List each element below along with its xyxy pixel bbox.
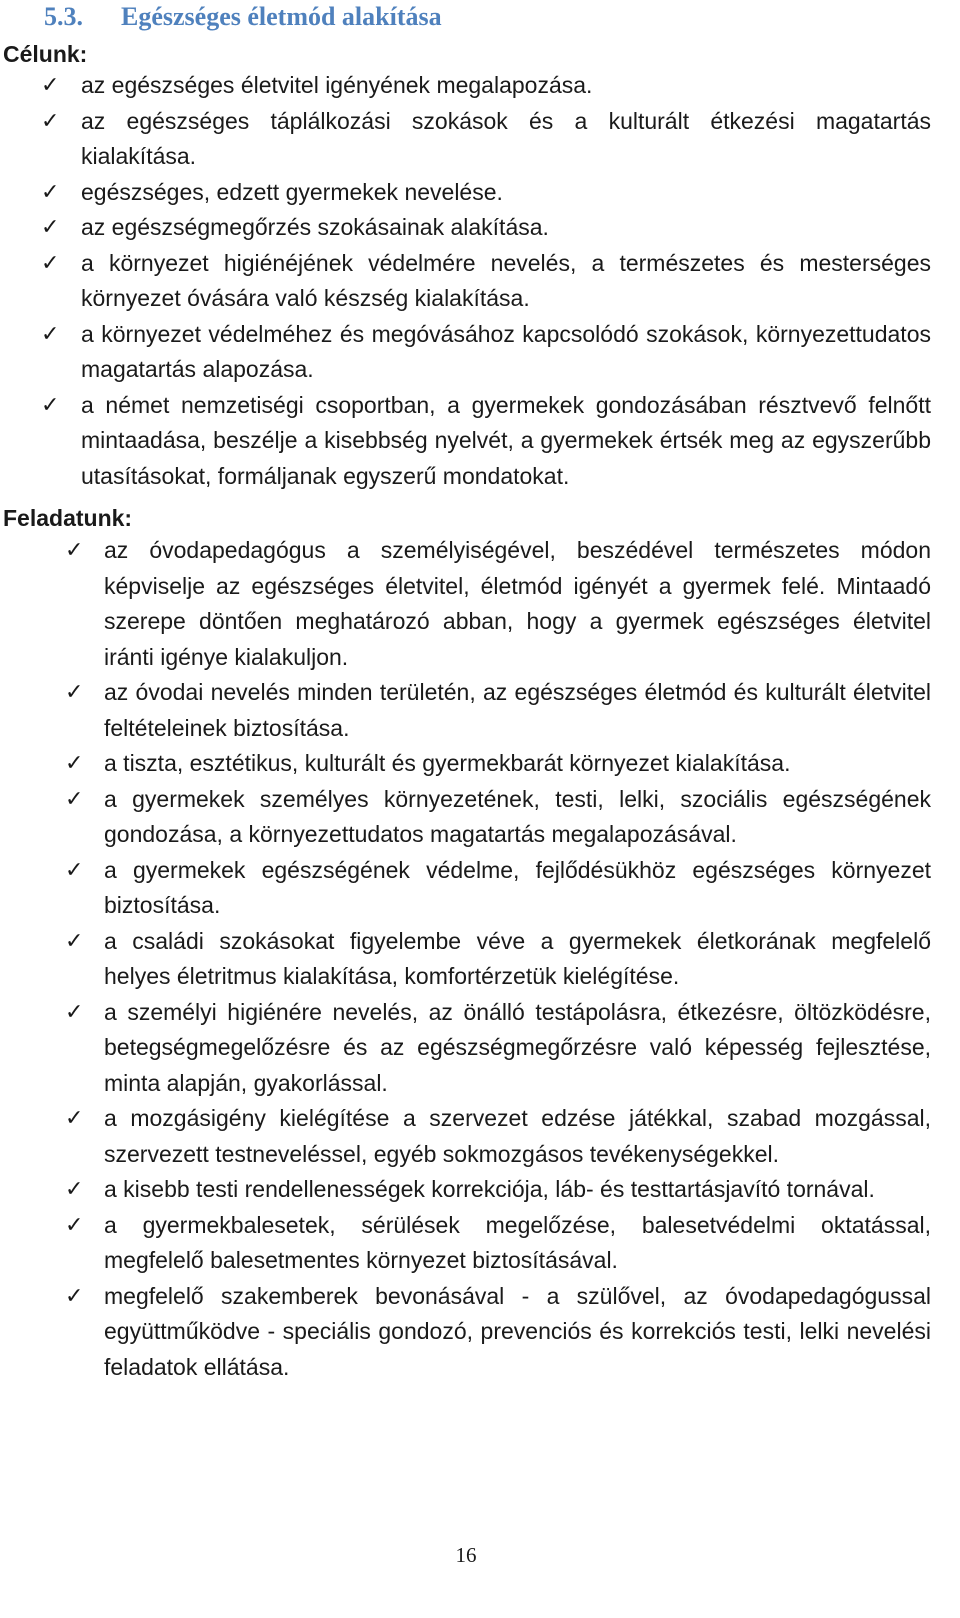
task-text: a gyermekbalesetek, sérülések megelőzése, balesetvédelmi oktatással, megfelelő balesetmentes környezet biztosításával. — [104, 1211, 931, 1273]
goals-list — [0, 68, 960, 494]
checkmark-icon: ✓ — [65, 857, 84, 883]
task-text: az óvodai nevelés minden területén, az egészséges életmód és kulturált életvitel feltételeinek biztosítása. — [104, 679, 931, 741]
task-item — [0, 675, 931, 746]
task-text: a gyermekek személyes környezetének, testi, lelki, szociális egészségének gondozása, a környezettudatos magatartás megalapozásával. — [104, 785, 931, 847]
goal-item — [0, 104, 931, 175]
goal-item — [0, 175, 931, 211]
goal-item — [0, 317, 931, 388]
task-text: a mozgásigény kielégítése a szervezet edzése játékkal, szabad mozgással, szervezett testneveléssel, egyéb sokmozgásos tevékenységekkel. — [104, 1105, 931, 1167]
checkmark-icon: ✓ — [41, 215, 60, 240]
tasks-label: Feladatunk: — [3, 505, 133, 531]
task-text: megfelelő szakemberek bevonásával - a szülővel, az óvodapedagógussal együttműködve - speciális gondozó, prevenciós és korrekciós testi, lelki nevelési feladatok ellátása. — [104, 1282, 931, 1380]
task-text: a személyi higiénére nevelés, az önálló testápolásra, étkezésre, öltözködésre, betegségmegelőzésre és az egészségmegőrzésre való képesség fejlesztése, minta alapján, gyakorlással. — [104, 998, 931, 1096]
goal-item — [0, 246, 931, 317]
goal-text: az egészséges táplálkozási szokások és a kulturált étkezési magatartás kialakítása. — [81, 107, 931, 169]
page-number: 16 — [455, 1543, 477, 1567]
checkmark-icon: ✓ — [65, 928, 84, 954]
goal-text: a környezet védelméhez és megóvásához kapcsolódó szokások, környezettudatos magatartás alapozása. — [81, 320, 931, 382]
checkmark-icon: ✓ — [41, 179, 60, 205]
checkmark-icon: ✓ — [41, 392, 60, 418]
goal-text: az egészséges életvitel igényének megalapozása. — [81, 72, 593, 98]
goal-item — [0, 210, 931, 246]
checkmark-icon: ✓ — [41, 250, 60, 276]
goals-label: Célunk: — [3, 41, 88, 67]
task-item — [0, 746, 931, 782]
section-number: 5.3. — [44, 2, 83, 31]
task-text: a családi szokásokat figyelembe véve a gyermekek életkorának megfelelő helyes életritmus kialakítása, komfortérzetük kielégítése. — [104, 927, 931, 989]
checkmark-icon: ✓ — [65, 1106, 84, 1131]
tasks-list — [0, 533, 960, 1385]
task-item — [0, 533, 931, 675]
task-item — [0, 853, 931, 924]
checkmark-icon: ✓ — [65, 786, 84, 812]
task-text: a gyermekek egészségének védelme, fejlődésükhöz egészséges környezet biztosítása. — [104, 856, 931, 918]
task-item — [0, 1208, 931, 1279]
checkmark-icon: ✓ — [65, 1212, 84, 1238]
section-title: Egészséges életmód alakítása — [121, 2, 442, 31]
checkmark-icon: ✓ — [41, 73, 60, 98]
goal-item — [0, 68, 931, 104]
checkmark-icon: ✓ — [65, 1283, 84, 1309]
checkmark-icon: ✓ — [65, 999, 84, 1025]
section-heading — [44, 0, 442, 34]
checkmark-icon: ✓ — [65, 1177, 84, 1202]
task-item — [0, 1279, 931, 1386]
goal-text: a német nemzetiségi csoportban, a gyermekek gondozásában résztvevő felnőtt mintaadása, beszélje a kisebbség nyelvét, a gyermekek értsék meg az egyszerűbb utasításokat, formáljanak egyszerű mondatokat. — [81, 391, 931, 489]
task-item — [0, 782, 931, 853]
task-item — [0, 1172, 931, 1208]
task-item — [0, 924, 931, 995]
task-item — [0, 1101, 931, 1172]
task-text: az óvodapedagógus a személyiségével, beszédével természetes módon képviselje az egészséges életvitel, életmód igényét a gyermek felé. Mintaadó szerepe döntően meghatározó abban, hogy a gyermek egészséges életvitel iránti igénye kialakuljon. — [104, 537, 931, 670]
checkmark-icon: ✓ — [41, 108, 60, 134]
goal-item — [0, 388, 931, 495]
task-item — [0, 995, 931, 1102]
task-text: a tiszta, esztétikus, kulturált és gyermekbarát környezet kialakítása. — [104, 750, 791, 776]
checkmark-icon: ✓ — [41, 321, 60, 347]
checkmark-icon: ✓ — [65, 538, 84, 563]
goal-text: az egészségmegőrzés szokásainak alakítása. — [81, 214, 549, 240]
goal-text: egészséges, edzett gyermekek nevelése. — [81, 178, 503, 205]
goal-text: a környezet higiénéjének védelmére nevelés, a természetes és mesterséges környezet óvására való készség kialakítása. — [81, 249, 931, 311]
checkmark-icon: ✓ — [65, 751, 84, 776]
checkmark-icon: ✓ — [65, 680, 84, 705]
task-text: a kisebb testi rendellenességek korrekciója, láb- és testtartásjavító tornával. — [104, 1176, 875, 1202]
